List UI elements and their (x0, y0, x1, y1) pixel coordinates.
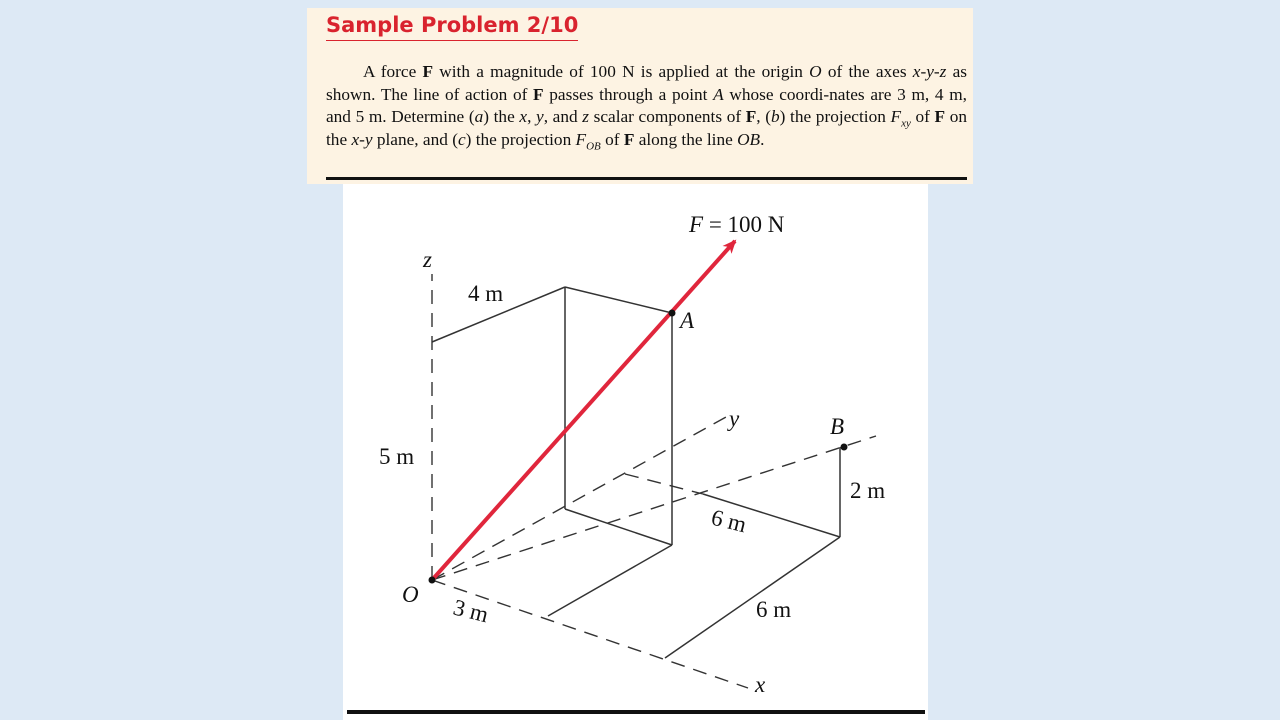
dimension-b-x: 6 m (756, 597, 792, 622)
axes-dashed (432, 274, 876, 688)
figure-panel (343, 184, 928, 720)
divider-rule-bottom (347, 710, 925, 714)
z-axis-label: z (423, 247, 432, 272)
x-axis-label: x (755, 672, 766, 697)
dashed-segment (625, 474, 703, 494)
origin-label: O (402, 582, 419, 607)
point-b (841, 444, 848, 451)
problem-text: A force F with a magnitude of 100 N is applied at the origin O of the axes x-y-z as shown. The line of action of F passes through a point A whose coordi-nates are 3 m, 4 m, and 5 m. Determine (a) the x, y, and z scalar components of F, (b) the projection $F_{xy}$ of F on the x-y plane, and (c) the projection $F_{OB}$ of F along the line OB. (326, 62, 967, 152)
dimension-b-y: 6 m (708, 504, 749, 538)
problem-statement-box (307, 8, 973, 184)
divider-rule (326, 177, 967, 180)
y-axis-label: y (729, 406, 740, 431)
point-b-label: B (830, 414, 845, 439)
dimension-top-depth: 4 m (468, 281, 504, 306)
dimension-z-height: 5 m (379, 444, 415, 469)
force-diagram (343, 184, 928, 720)
dimension-x-width: 3 m (450, 594, 491, 628)
problem-title: Sample Problem 2/10 (326, 12, 578, 41)
point-a-label: A (680, 308, 695, 333)
dimension-b-height: 2 m (850, 478, 886, 503)
origin-point (429, 577, 436, 584)
point-a (669, 310, 676, 317)
force-label: F = 100 N (689, 212, 785, 237)
